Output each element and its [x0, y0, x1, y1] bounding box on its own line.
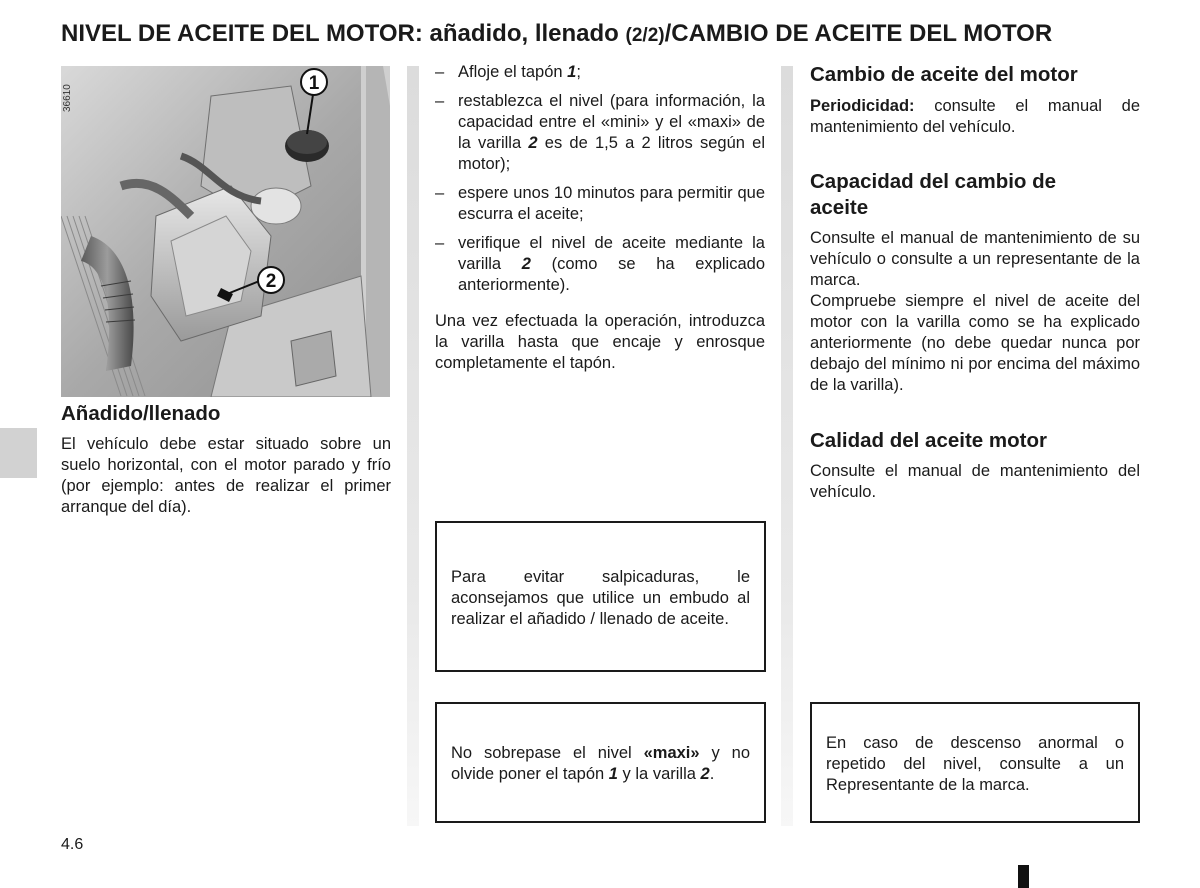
title-main: NIVEL DE ACEITE DEL MOTOR: añadido, llenado [61, 20, 626, 47]
closing-paragraph: Una vez efectuada la operación, introduzca la varilla hasta que encaje y enrosque completamente el tapón. [435, 312, 765, 372]
column-divider-right [781, 66, 793, 826]
maxi-warning-box: No sobrepase el nivel «maxi» y no olvide poner el tapón 1 y la varilla 2. [435, 702, 766, 823]
list-item: – restablezca el nivel (para información, la capacidad entre el «mini» y el «maxi» de la varilla 2 es de 1,5 a 2 litros según el motor); [435, 92, 765, 173]
section-heading-capacity: Capacidad del cambio de aceite [810, 170, 1057, 219]
list-dash: – [435, 92, 445, 110]
page-title [61, 20, 1161, 48]
page-number: 4.6 [61, 836, 84, 853]
list-dash: – [435, 184, 445, 202]
engine-bay-photo [61, 66, 390, 397]
steps-list [435, 62, 765, 304]
section-heading-quality: Calidad del aceite motor [810, 429, 1047, 452]
section-heading-oil-change: Cambio de aceite del motor [810, 63, 1078, 86]
funnel-note-box [435, 521, 766, 672]
title-part-indicator: (2/2) [625, 25, 665, 46]
list-item: – verifique el nivel de aceite mediante la varilla 2 (como se ha explicado anteriormente). [435, 234, 765, 294]
section-end-mark [1018, 865, 1029, 888]
check-level-text: Compruebe siempre el nivel de aceite del motor con la varilla como se ha explicado anteriormente (no debe quedar nunca por debajo del mínimo ni por encima del máximo de la varilla). [810, 292, 1140, 394]
abnormal-drop-note-box [810, 702, 1140, 823]
callout-1: 1 [308, 73, 320, 94]
filling-intro-text: El vehículo debe estar situado sobre un suelo horizontal, con el motor parado y frío (por ejemplo: antes de realizar el primer arranque del día). [61, 435, 391, 516]
capacity-text: Consulte el manual de mantenimiento de su vehículo o consulte a un representante de la marca. Compruebe siempre el nivel de aceite del motor con la varilla como se ha explicado anteriormente (no debe quedar nunca por debajo del mínimo ni por encima del máximo de la varilla). [810, 229, 1140, 394]
chapter-tab [0, 428, 37, 478]
funnel-note-text: Para evitar salpicaduras, le aconsejamos que utilice un embudo al realizar el añadido / llenado de aceite. [451, 568, 750, 628]
title-tail: /CAMBIO DE ACEITE DEL MOTOR [664, 20, 1053, 47]
section-heading-filling: Añadido/llenado [61, 402, 221, 425]
abnormal-drop-note-text: En caso de descenso anormal o repetido del nivel, consulte a un Representante de la marca. [826, 734, 1124, 794]
column-divider-left [407, 66, 419, 826]
list-dash: – [435, 63, 445, 81]
figure-code: 36610 [62, 84, 73, 112]
callout-2: 2 [265, 271, 277, 292]
periodicity-text: Periodicidad: consulte el manual de mantenimiento del vehículo. [810, 97, 1140, 136]
list-item: – Afloje el tapón 1; [435, 63, 581, 81]
quality-text: Consulte el manual de mantenimiento del vehículo. [810, 462, 1140, 501]
list-item: – espere unos 10 minutos para permitir que escurra el aceite; [435, 184, 765, 223]
list-dash: – [435, 234, 445, 252]
maxi-emphasis: «maxi» [643, 744, 700, 762]
